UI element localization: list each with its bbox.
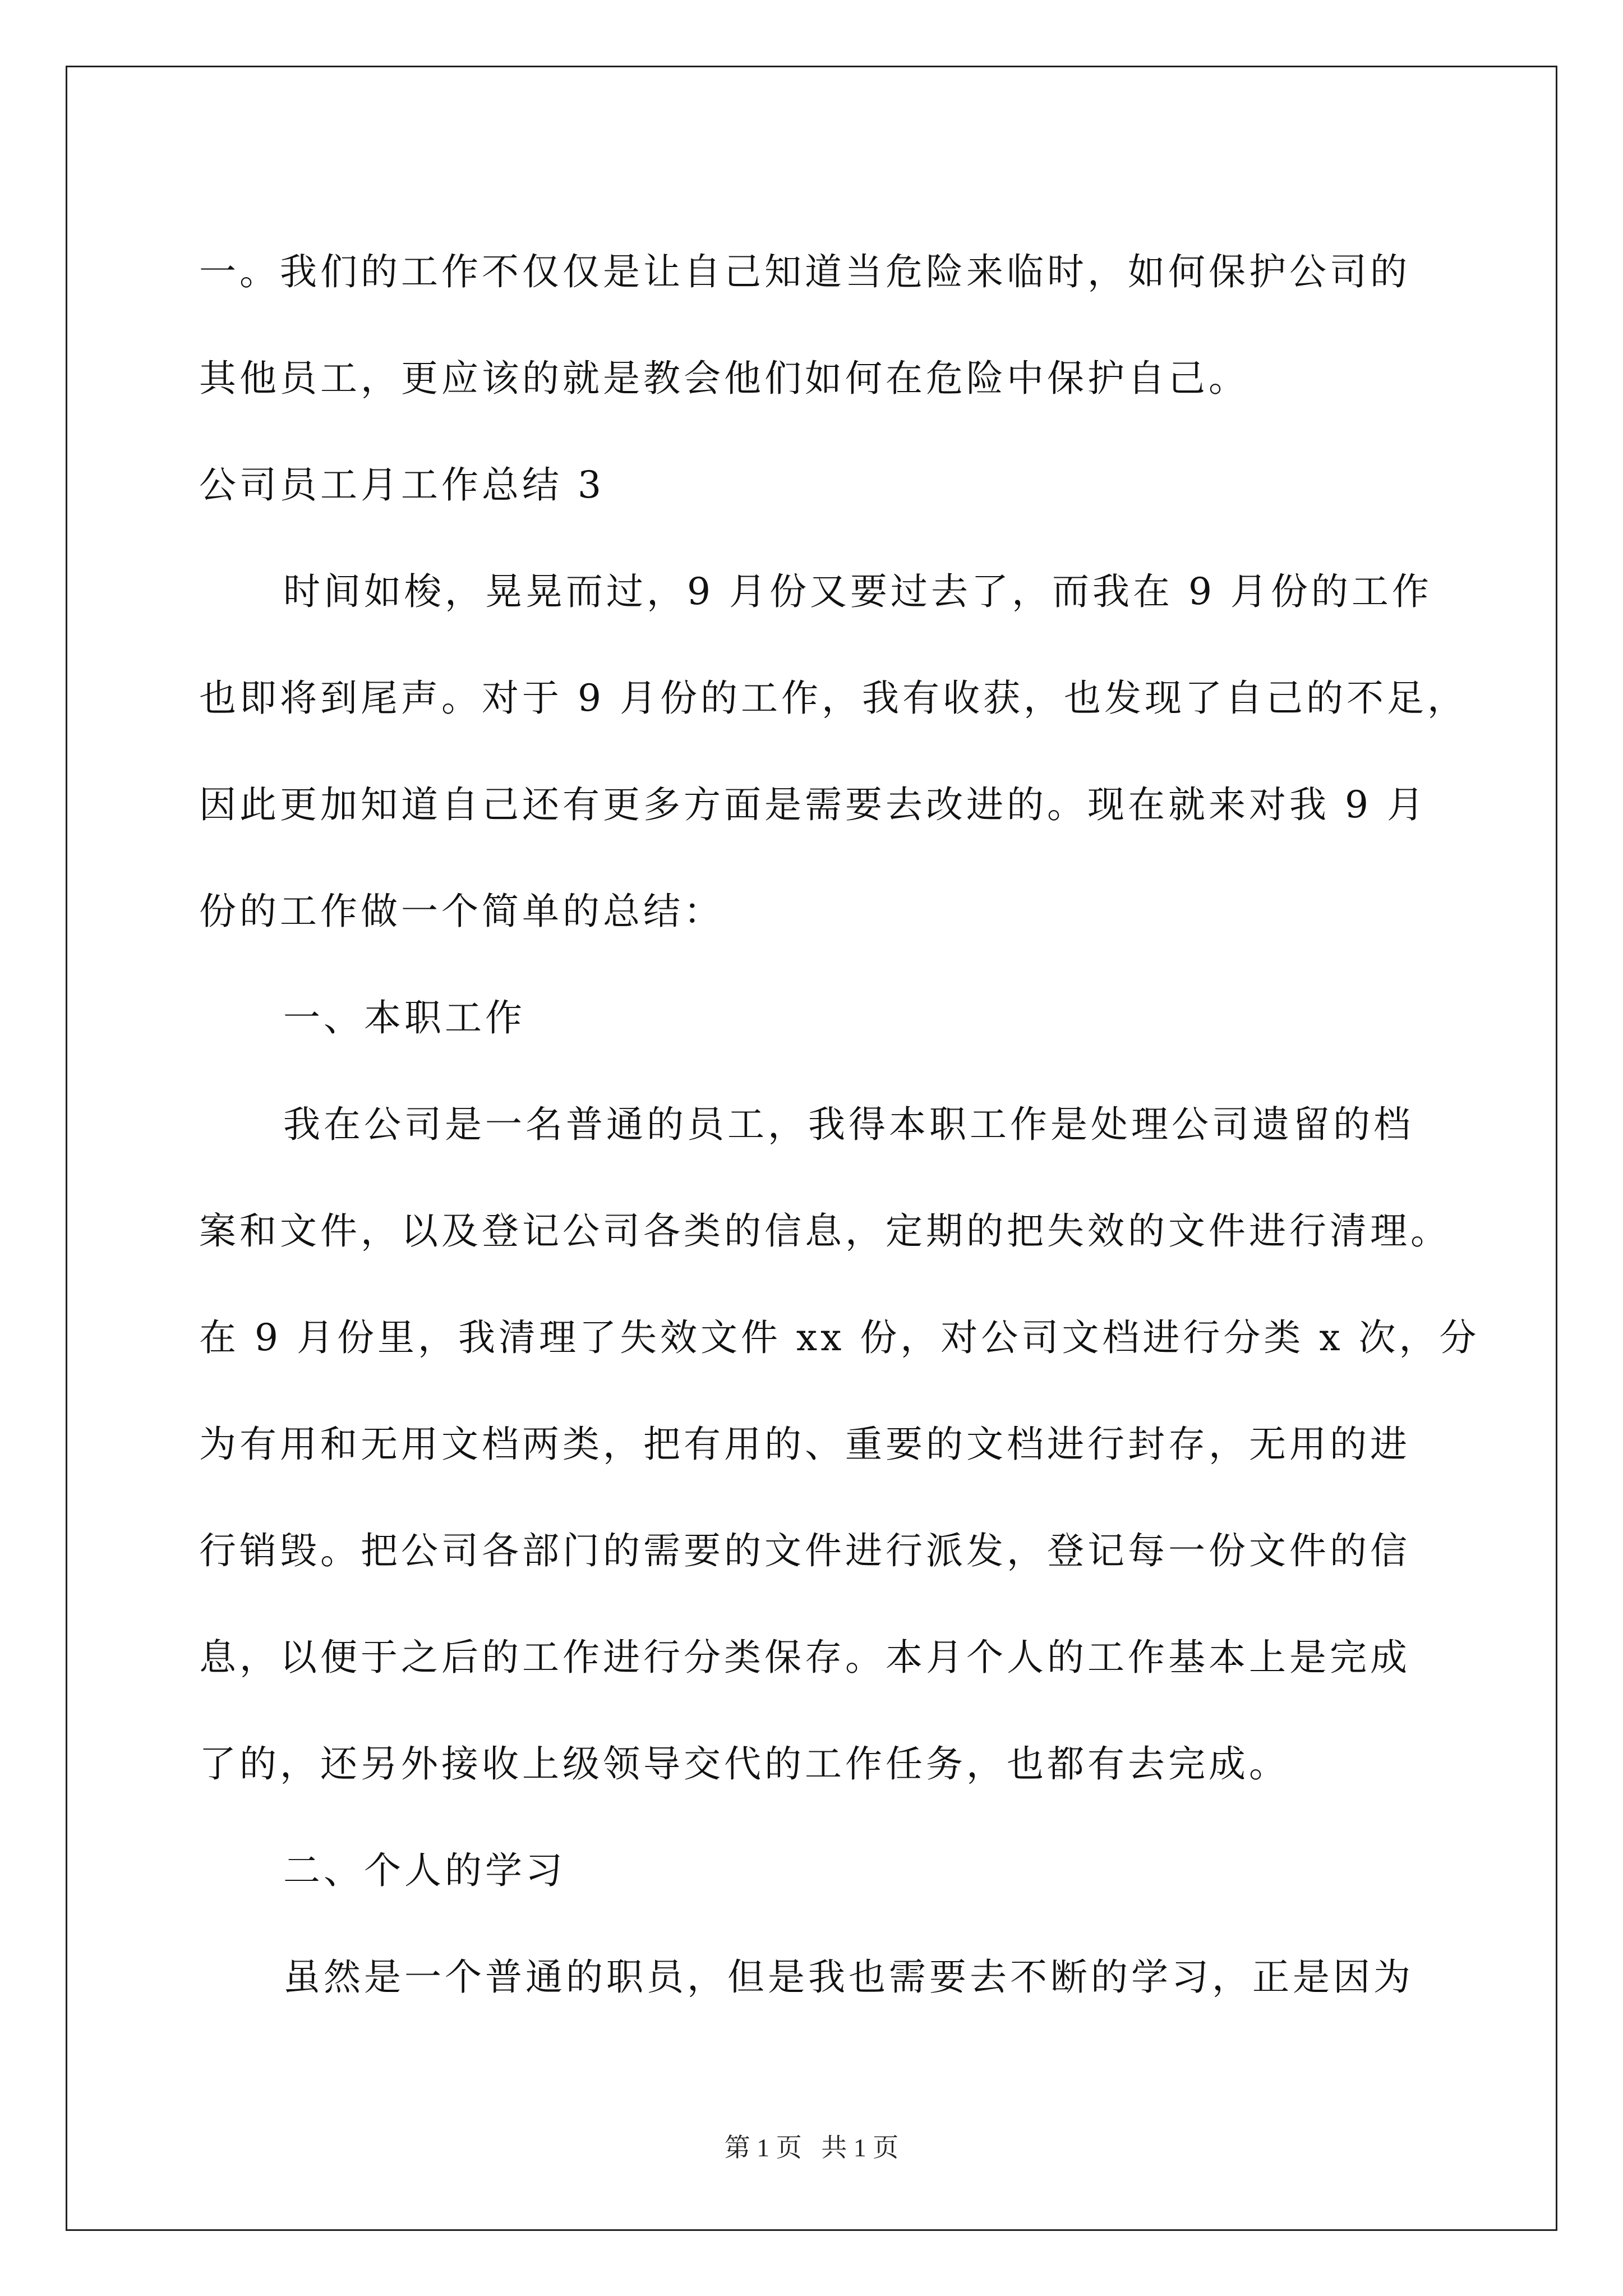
paragraph-line: 案和文件，以及登记公司各类的信息，定期的把失效的文件进行清理。 [199,1209,1451,1253]
paragraph-line: 也即将到尾声。对于 9 月份的工作，我有收获，也发现了自己的不足， [199,677,1468,720]
section-title: 公司员工月工作总结 3 [199,463,605,507]
paragraph-line: 了的，还另外接收上级领导交代的工作任务，也都有去完成。 [199,1742,1289,1786]
paragraph-line: 为有用和无用文档两类，把有用的、重要的文档进行封存，无用的进 [199,1423,1410,1466]
subsection-heading: 二、个人的学习 [283,1849,566,1892]
subsection-heading: 一、本职工作 [283,996,525,1039]
paragraph-line: 其他员工，更应该的就是教会他们如何在危险中保护自己。 [199,357,1249,400]
paragraph-line: 因此更加知道自己还有更多方面是需要去改进的。现在就来对我 9 月 [199,783,1427,826]
paragraph-line: 行销毁。把公司各部门的需要的文件进行派发，登记每一份文件的信 [199,1529,1410,1572]
paragraph-line: 虽然是一个普通的职员，但是我也需要去不断的学习，正是因为 [283,1955,1414,1999]
paragraph-line: 一。我们的工作不仅仅是让自己知道当危险来临时，如何保护公司的 [199,250,1410,293]
paragraph-line: 在 9 月份里，我清理了失效文件 xx 份，对公司文档进行分类 x 次，分 [199,1316,1480,1359]
document-body [199,219,1480,2031]
page-footer: 第 1 页 共 1 页 [724,2133,899,2162]
paragraph-line: 我在公司是一名普通的员工，我得本职工作是处理公司遗留的档 [283,1103,1414,1146]
paragraph-line: 份的工作做一个简单的总结： [199,890,724,933]
paragraph-line: 息，以便于之后的工作进行分类保存。本月个人的工作基本上是完成 [199,1636,1410,1679]
paragraph-line: 时间如梭，晃晃而过，9 月份又要过去了，而我在 9 月份的工作 [283,570,1432,613]
